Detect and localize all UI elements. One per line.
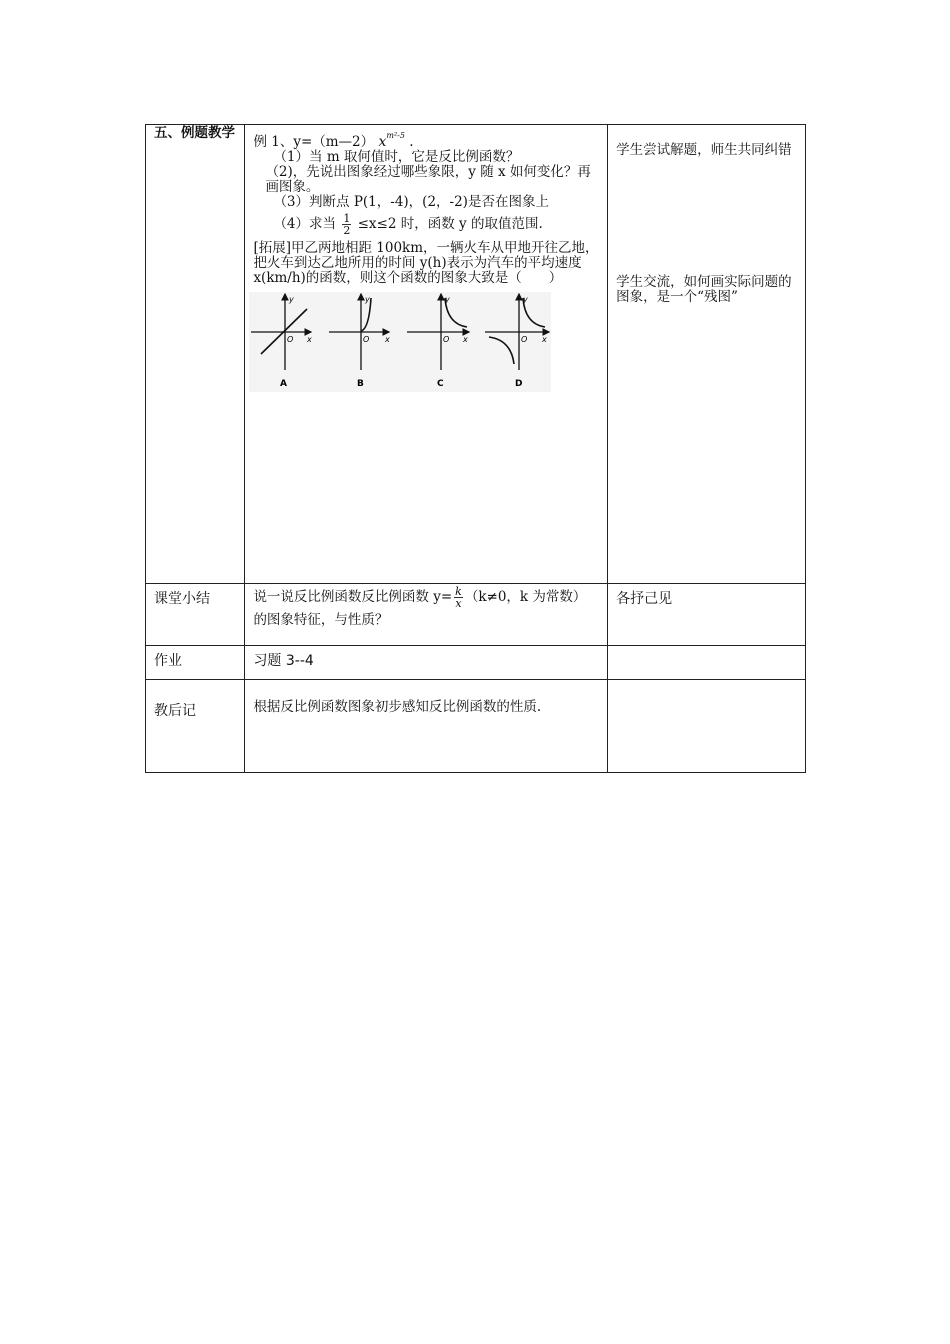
fraction-numerator: 1 xyxy=(343,212,351,225)
table-row xyxy=(146,584,806,646)
notes-cell xyxy=(608,584,806,646)
summary-text xyxy=(245,584,607,631)
row-label-cell xyxy=(146,584,245,646)
notes-text xyxy=(608,646,805,654)
notes-text: 各抒己见 xyxy=(616,591,673,607)
summary-prefix: 说一说反比例函数反比例函数 y= xyxy=(253,589,453,605)
reflection-text: 根据反比例函数图象初步感知反比例函数的性质. xyxy=(253,699,542,715)
notes-text-2: 学生交流，如何画实际问题的图象，是一个“残图” xyxy=(616,274,792,305)
summary-suffix: （k≠0，k 为常数）的图象特征，与性质？ xyxy=(253,589,587,628)
homework-text: 习题 3--4 xyxy=(253,653,314,669)
question-4-prefix: （4）求当 xyxy=(273,216,337,232)
exponent-base: x xyxy=(378,134,387,150)
notes-cell xyxy=(608,646,806,680)
row-label: 作业 xyxy=(154,653,182,669)
axis-x-label: x xyxy=(307,335,313,344)
axis-y-label: y xyxy=(289,295,295,304)
origin-label: O xyxy=(443,335,450,344)
extension-problem: [拓展]甲乙两地相距 100km，一辆火车从甲地开往乙地，把火车到达乙地所用的时间 y(h)表示为汽车的平均速度 x(km/h)的函数，则这个函数的图象大致是（ ） xyxy=(253,240,599,286)
choice-label: B xyxy=(357,379,365,389)
axis-y-label: y xyxy=(365,295,371,304)
axis-x-label: x xyxy=(542,335,548,344)
notes-cell xyxy=(608,680,806,773)
choice-label: C xyxy=(437,379,445,389)
choice-label: D xyxy=(515,379,523,389)
row-label: 五、例题教学 xyxy=(154,125,235,141)
fraction-half xyxy=(342,213,351,236)
origin-label: O xyxy=(287,335,294,344)
question-4 xyxy=(253,213,599,236)
axis-y-label: y xyxy=(445,295,451,304)
origin-label: O xyxy=(521,335,528,344)
origin-label: O xyxy=(363,335,370,344)
example-statement xyxy=(253,128,599,150)
question-1: （1）当 m 取何值时，它是反比例函数？ xyxy=(273,149,520,165)
lesson-plan-table xyxy=(145,124,806,773)
table-row xyxy=(146,125,806,584)
row-label: 教后记 xyxy=(154,703,196,719)
notes-text-1: 学生尝试解题，师生共同纠错 xyxy=(616,142,792,158)
notes-cell xyxy=(608,125,806,584)
row-label-cell xyxy=(146,680,245,773)
content-cell xyxy=(245,680,608,773)
row-label-cell xyxy=(146,646,245,680)
choice-label: A xyxy=(280,379,288,389)
answer-choice-graphs xyxy=(249,292,551,392)
axis-x-label: x xyxy=(385,335,391,344)
axis-y-label: y xyxy=(523,295,529,304)
fraction-k-over-x xyxy=(454,586,463,609)
example-tail: . xyxy=(409,134,414,150)
row-label-cell xyxy=(146,125,245,584)
example-prefix: 例 1、y=（m—2） xyxy=(253,134,375,150)
notes-text xyxy=(608,680,805,688)
fraction-numerator: k xyxy=(455,585,462,598)
content-cell xyxy=(245,125,608,584)
question-4-suffix: ≤x≤2 时，函数 y 的取值范围. xyxy=(357,216,543,232)
content-cell xyxy=(245,646,608,680)
table-row xyxy=(146,680,806,773)
exponent-power: m²-5 xyxy=(386,131,405,140)
row-label: 课堂小结 xyxy=(154,591,210,607)
fraction-denominator: 2 xyxy=(343,224,351,237)
question-3: （3）判断点 P(1，-4)，(2，-2)是否在图象上 xyxy=(273,194,549,210)
question-2: （2)，先说出图象经过哪些象限，y 随 x 如何变化？再画图象。 xyxy=(265,164,591,195)
table-row xyxy=(146,646,806,680)
axis-x-label: x xyxy=(463,335,469,344)
content-cell xyxy=(245,584,608,646)
fraction-denominator: x xyxy=(455,597,462,610)
